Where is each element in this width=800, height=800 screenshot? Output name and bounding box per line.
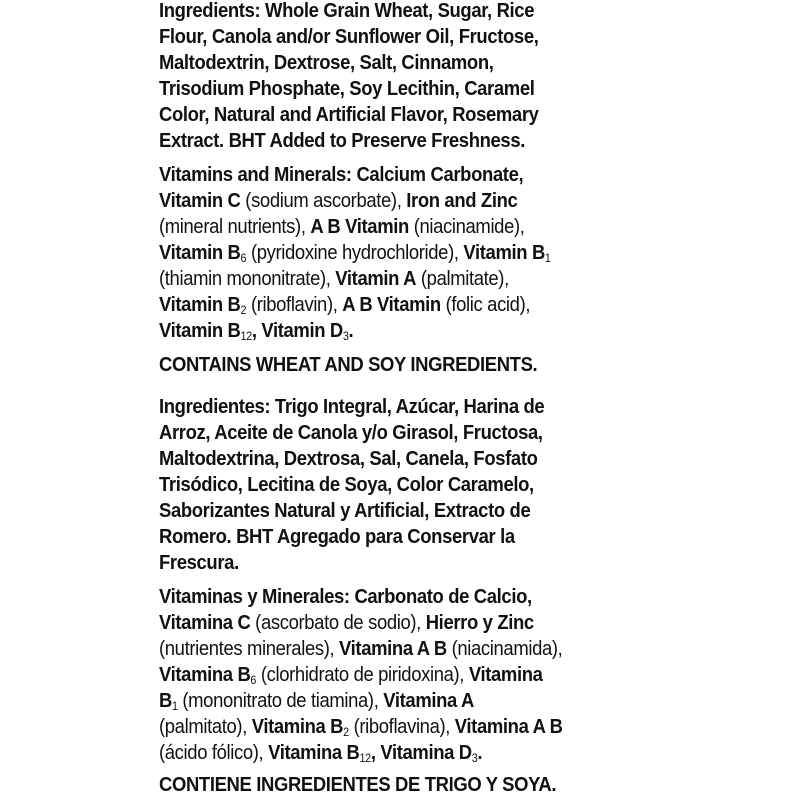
- allergen-es-text: CONTIENE INGREDIENTES DE TRIGO Y SOYA.: [159, 773, 557, 796]
- allergen-en-text: CONTAINS WHEAT AND SOY INGREDIENTS.: [159, 353, 538, 376]
- vitamins-es-line: [159, 662, 735, 688]
- vitamin-name: Vitamina C: [159, 611, 251, 634]
- punctuation: .: [477, 741, 483, 764]
- vitamins-minerals-spanish: [159, 584, 735, 766]
- vitamin-source: (mineral nutrients),: [159, 215, 311, 238]
- vitamin-name: A B Vitamin: [342, 293, 441, 316]
- vitamin-name: Vitamina A B: [454, 715, 563, 738]
- vitamin-name: Vitamina B: [268, 741, 360, 764]
- vitamin-name: Hierro y Zinc: [425, 611, 534, 634]
- vitamins-en-line: [159, 266, 735, 292]
- vitamin-source: (sodium ascorbate),: [240, 189, 407, 212]
- vitamin-source: (riboflavina),: [348, 715, 455, 738]
- vitamin-subscript: 3: [471, 751, 478, 765]
- ingredients-es-line: Arroz, Aceite de Canola y/o Girasol, Fructosa,: [159, 421, 543, 444]
- vitamins-en-line: [159, 214, 735, 240]
- vitamins-es-line: [159, 688, 735, 714]
- vitamin-name: Vitamin B: [463, 241, 545, 264]
- ingredients-es-line: Maltodextrina, Dextrosa, Sal, Canela, Fosfato: [159, 447, 538, 470]
- vitamin-subscript: 3: [342, 329, 349, 343]
- vitamins-minerals-english: [159, 162, 735, 344]
- vitamin-name: Vitamina B: [251, 715, 344, 738]
- vitamins-en-line: [159, 240, 735, 266]
- ingredients-spanish: [159, 394, 735, 576]
- vitamins-es-line: [159, 610, 735, 636]
- vitamins-en-line: [159, 318, 735, 344]
- vitamins-es-line: [159, 714, 735, 740]
- ingredients-en-line: Flour, Canola and/or Sunflower Oil, Fructose,: [159, 25, 539, 48]
- vitamin-subscript: 12: [359, 751, 371, 765]
- vitamin-source: (nutrientes minerales),: [159, 637, 340, 660]
- vitamin-source: (niacinamide),: [408, 215, 525, 238]
- vitamin-source: (riboflavin),: [246, 293, 343, 316]
- vitamins-es-line: [159, 636, 735, 662]
- vitamin-source: (palmitate),: [416, 267, 509, 290]
- ingredients-en-line: Maltodextrin, Dextrose, Salt, Cinnamon,: [159, 51, 494, 74]
- vitamin-subscript: 1: [544, 251, 551, 265]
- vitamin-subscript: 6: [240, 251, 247, 265]
- vitamin-name: , Vitamina D: [370, 741, 472, 764]
- vitamin-subscript: 1: [171, 699, 178, 713]
- vitamin-source: (thiamin mononitrate),: [159, 267, 336, 290]
- vitamin-source: (mononitrato de tiamina),: [177, 689, 384, 712]
- vitamins-es-heading: Vitaminas y Minerales: Carbonato de Calcio,: [159, 585, 532, 608]
- vitamin-name: Vitamina B: [159, 663, 251, 686]
- vitamin-name: B: [159, 689, 172, 712]
- vitamins-es-line: [159, 740, 735, 766]
- vitamin-source: (ácido fólico),: [159, 741, 269, 764]
- vitamin-name: Vitamina A: [383, 689, 474, 712]
- ingredients-english: [159, 0, 735, 154]
- vitamin-source: (folic acid),: [440, 293, 531, 316]
- vitamin-name: Vitamin B: [159, 241, 241, 264]
- vitamins-en-heading: Vitamins and Minerals: Calcium Carbonate,: [159, 163, 524, 186]
- vitamins-en-line: [159, 188, 735, 214]
- vitamin-subscript: 6: [250, 673, 257, 687]
- vitamin-source: (palmitato),: [159, 715, 252, 738]
- vitamin-name: A B Vitamin: [310, 215, 409, 238]
- allergen-statement-spanish: [159, 772, 735, 798]
- vitamin-source: (clorhidrato de piridoxina),: [256, 663, 469, 686]
- punctuation: .: [348, 319, 354, 342]
- allergen-statement-english: [159, 352, 735, 378]
- vitamins-en-line: [159, 292, 735, 318]
- vitamin-name: Vitamin A: [335, 267, 417, 290]
- ingredients-en-line: Extract. BHT Added to Preserve Freshness.: [159, 129, 525, 152]
- ingredients-es-line: Romero. BHT Agregado para Conservar la: [159, 525, 515, 548]
- vitamin-subscript: 12: [240, 329, 252, 343]
- ingredients-es-line: Saborizantes Natural y Artificial, Extracto de: [159, 499, 531, 522]
- vitamin-source: (ascorbato de sodio),: [250, 611, 426, 634]
- vitamin-subscript: 2: [240, 303, 247, 317]
- vitamin-source: (pyridoxine hydrochloride),: [246, 241, 464, 264]
- ingredients-es-line: Frescura.: [159, 551, 239, 574]
- vitamin-name: Vitamina A B: [339, 637, 447, 660]
- vitamin-name: , Vitamin D: [251, 319, 343, 342]
- vitamin-source: (niacinamida),: [446, 637, 563, 660]
- vitamin-name: Iron and Zinc: [406, 189, 518, 212]
- ingredients-en-line: Ingredients: Whole Grain Wheat, Sugar, Rice: [159, 0, 535, 22]
- vitamin-name: Vitamina: [468, 663, 543, 686]
- ingredients-en-line: Trisodium Phosphate, Soy Lecithin, Caramel: [159, 77, 535, 100]
- vitamin-name: Vitamin B: [159, 319, 241, 342]
- ingredients-es-line: Trisódico, Lecitina de Soya, Color Caramelo,: [159, 473, 534, 496]
- ingredients-en-line: Color, Natural and Artificial Flavor, Rosemary: [159, 103, 539, 126]
- vitamin-name: Vitamin C: [159, 189, 241, 212]
- vitamin-subscript: 2: [343, 725, 349, 739]
- vitamin-name: Vitamin B: [159, 293, 241, 316]
- ingredients-es-line: Ingredientes: Trigo Integral, Azúcar, Harina de: [159, 395, 545, 418]
